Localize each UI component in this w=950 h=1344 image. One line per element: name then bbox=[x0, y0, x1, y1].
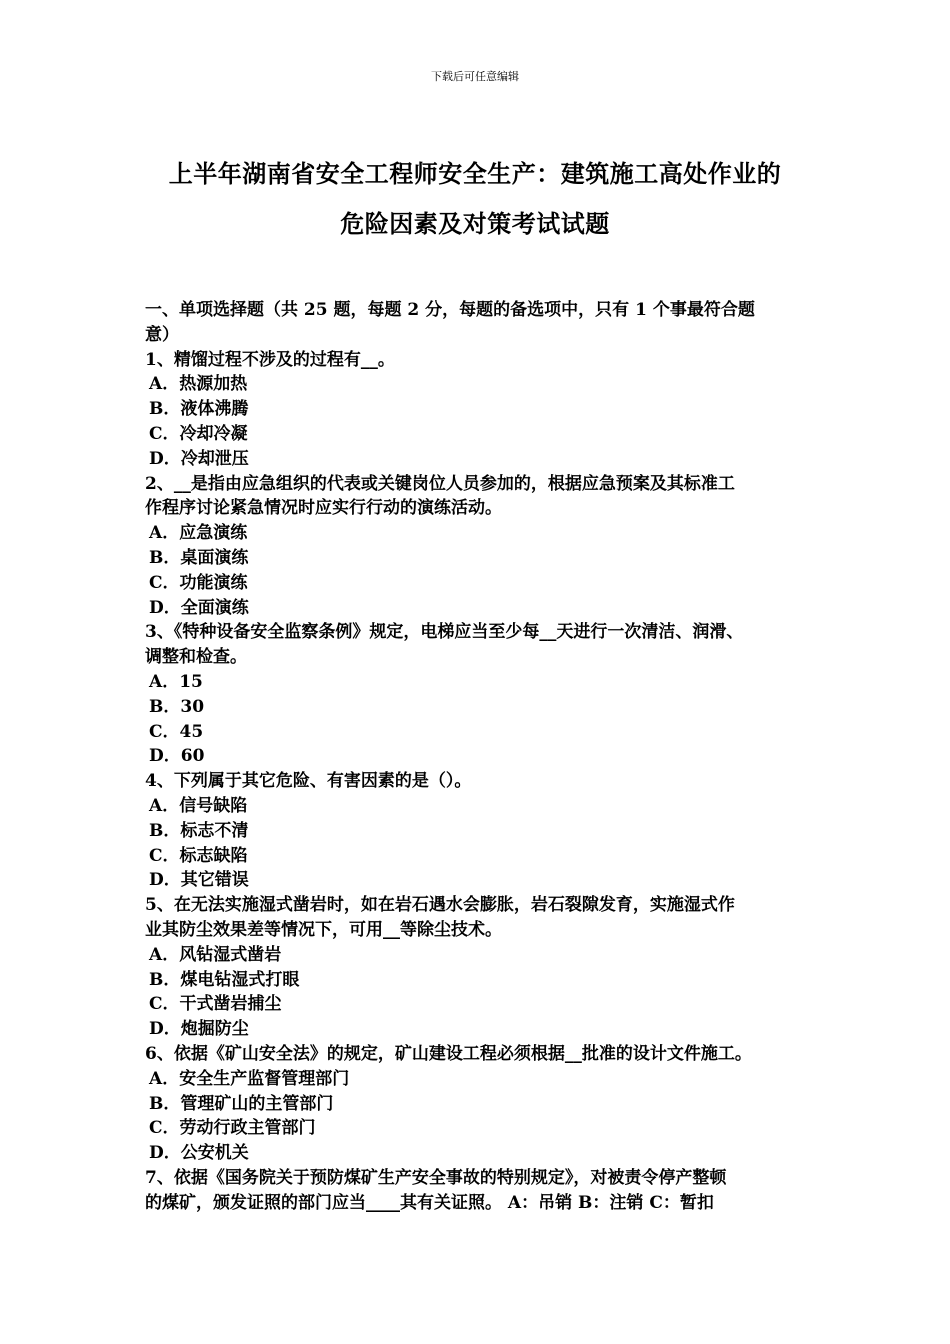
question-1 bbox=[145, 348, 825, 472]
answer-option: D．其它错误 bbox=[149, 870, 249, 891]
page-title-line-1: 上半年湖南省安全工程师安全生产：建筑施工高处作业的 bbox=[168, 159, 782, 188]
question-2 bbox=[145, 472, 825, 621]
answer-option: C．冷却冷凝 bbox=[149, 423, 248, 444]
answer-option: D．公安机关 bbox=[149, 1143, 249, 1164]
answer-option: B．标志不清 bbox=[149, 820, 249, 841]
answer-option: D．60 bbox=[149, 746, 205, 767]
answer-option: A．15 bbox=[149, 671, 203, 692]
answer-option: C．标志缺陷 bbox=[149, 845, 248, 866]
question-stem-line: 的煤矿，颁发证照的部门应当____其有关证照。 A：吊销 B：注销 C：暂扣 bbox=[145, 1192, 714, 1213]
question-list bbox=[145, 348, 825, 1216]
question-stem-line: 调整和检查。 bbox=[145, 647, 247, 668]
answer-option: B．煤电钻湿式打眼 bbox=[149, 969, 300, 990]
question-5 bbox=[145, 893, 825, 1042]
answer-option: C．干式凿岩捕尘 bbox=[149, 994, 282, 1015]
section-heading-line-2: 意） bbox=[145, 324, 179, 345]
answer-option: B．液体沸腾 bbox=[149, 399, 249, 420]
answer-option: A．热源加热 bbox=[149, 374, 248, 395]
answer-option: B．桌面演练 bbox=[149, 547, 249, 568]
question-stem-line: 作程序讨论紧急情况时应实行行动的演练活动。 bbox=[145, 498, 502, 519]
answer-option: D．全面演练 bbox=[149, 597, 249, 618]
question-4 bbox=[145, 769, 825, 893]
section-heading-line-1: 一、单项选择题（共 25 题，每题 2 分，每题的备选项中，只有 1 个事最符合题 bbox=[145, 300, 755, 320]
question-7 bbox=[145, 1166, 825, 1216]
header-note: 下载后可任意编辑 bbox=[431, 70, 519, 83]
answer-option: A．风钻湿式凿岩 bbox=[149, 944, 282, 965]
answer-option: C．劳动行政主管部门 bbox=[149, 1118, 316, 1139]
question-stem-line: 4、下列属于其它危险、有害因素的是（）。 bbox=[145, 771, 472, 792]
document-body bbox=[145, 298, 825, 1215]
answer-option: A．信号缺陷 bbox=[149, 795, 248, 816]
answer-option: B．30 bbox=[149, 696, 205, 717]
page-title-line-2: 危险因素及对策考试试题 bbox=[340, 209, 610, 238]
question-stem-line: 7、依据《国务院关于预防煤矿生产安全事故的特别规定》，对被责令停产整顿 bbox=[145, 1167, 727, 1188]
question-3 bbox=[145, 620, 825, 769]
question-6 bbox=[145, 1042, 825, 1166]
question-stem-line: 3、《特种设备安全监察条例》规定，电梯应当至少每__天进行一次清洁、润滑、 bbox=[145, 622, 744, 643]
question-stem-line: 6、依据《矿山安全法》的规定，矿山建设工程必须根据__批准的设计文件施工。 bbox=[145, 1043, 752, 1064]
answer-option: B．管理矿山的主管部门 bbox=[149, 1093, 334, 1114]
question-stem-line: 2、__是指由应急组织的代表或关键岗位人员参加的，根据应急预案及其标准工 bbox=[145, 473, 735, 494]
question-stem-line: 业其防尘效果差等情况下，可用__等除尘技术。 bbox=[145, 919, 502, 940]
question-stem-line: 5、在无法实施湿式凿岩时，如在岩石遇水会膨胀，岩石裂隙发育，实施湿式作 bbox=[145, 895, 735, 916]
answer-option: D．炮掘防尘 bbox=[149, 1019, 249, 1040]
answer-option: D．冷却泄压 bbox=[149, 448, 249, 469]
question-stem-line: 1、精馏过程不涉及的过程有__。 bbox=[145, 349, 395, 370]
answer-option: C．功能演练 bbox=[149, 572, 248, 593]
answer-option: C．45 bbox=[149, 721, 204, 742]
answer-option: A．安全生产监督管理部门 bbox=[149, 1068, 350, 1089]
answer-option: A．应急演练 bbox=[149, 523, 248, 544]
